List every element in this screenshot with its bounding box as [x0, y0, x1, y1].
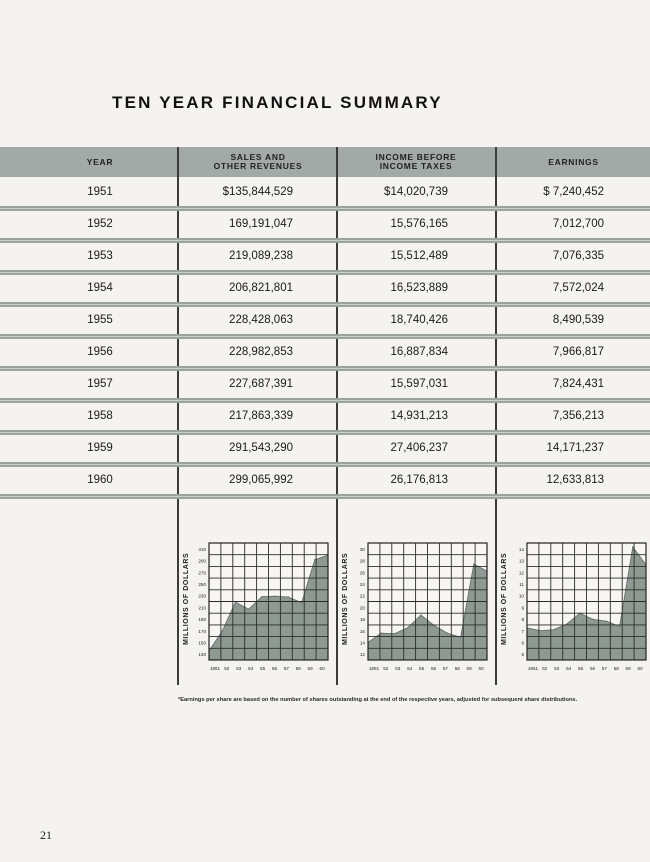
y-tick-label: 310 [198, 546, 206, 552]
cell-year: 1957 [87, 378, 113, 390]
cell-sales: 227,687,391 [229, 378, 293, 390]
y-tick-label: 7 [521, 628, 524, 634]
data-point [301, 602, 302, 603]
x-tick-label: 55 [578, 666, 584, 671]
cell-year: 1956 [87, 346, 113, 358]
y-tick-label: 5 [521, 652, 524, 658]
x-tick-label: 53 [395, 666, 401, 671]
cell-earnings: 7,076,335 [552, 250, 604, 262]
x-tick-label: 59 [307, 666, 313, 671]
table-row [0, 371, 650, 398]
x-tick-label: 60 [637, 666, 643, 671]
chart-income [339, 535, 493, 685]
cell-earnings: 7,572,024 [552, 282, 604, 294]
page-title: TEN YEAR FINANCIAL SUMMARY [112, 93, 443, 112]
table-row [0, 339, 650, 366]
table-row [0, 243, 650, 270]
cell-year: 1958 [87, 410, 113, 422]
data-point [606, 621, 607, 622]
table-row [0, 435, 650, 462]
data-point [447, 633, 448, 634]
y-tick-label: 190 [198, 617, 206, 622]
cell-income: 18,740,426 [390, 314, 448, 326]
x-tick-label: 54 [248, 666, 254, 671]
y-tick-label: 170 [198, 628, 206, 634]
cell-income: 27,406,237 [390, 442, 448, 454]
table-row [0, 467, 650, 494]
x-tick-label: 58 [613, 666, 619, 671]
x-tick-label: 55 [419, 666, 425, 671]
y-tick-label: 270 [198, 570, 206, 576]
cell-income: 15,576,165 [390, 218, 448, 230]
cell-income: 15,512,489 [390, 250, 448, 262]
page-number: 21 [40, 828, 52, 842]
table-row [0, 179, 650, 206]
header-income-line2: INCOME TAXES [379, 161, 453, 171]
y-tick-label: 14 [518, 546, 524, 552]
chart-earnings-plot [498, 535, 648, 685]
y-tick-label: 13 [518, 558, 524, 564]
x-tick-label: 56 [589, 666, 596, 671]
footnote: *Earnings per share are based on the number of shares outstanding at the end of the respective years, adjusted for subsequent share distributions. [178, 697, 578, 703]
data-point [407, 627, 408, 628]
y-tick-label: 24 [359, 581, 365, 587]
x-tick-label: 57 [601, 666, 607, 671]
y-tick-label: 11 [519, 581, 524, 587]
x-tick-label: 55 [260, 666, 266, 671]
cell-earnings: 7,012,700 [552, 218, 604, 230]
row-separator [0, 494, 650, 499]
y-tick-label: 14 [359, 640, 365, 646]
data-point [222, 631, 223, 632]
y-tick-label: 28 [359, 558, 365, 564]
x-tick-label: 52 [542, 666, 548, 671]
y-tick-label: 26 [359, 570, 365, 576]
y-tick-label: 12 [518, 570, 524, 576]
x-tick-label: 57 [283, 666, 289, 671]
data-point [473, 564, 474, 565]
chart-sales-plot [180, 535, 334, 685]
cell-earnings: $ 7,240,452 [543, 186, 604, 198]
x-tick-label: 58 [454, 666, 460, 671]
x-tick-label: 54 [566, 666, 572, 671]
x-tick-label: 53 [236, 666, 242, 671]
x-tick-label: 1951 [527, 666, 539, 671]
y-tick-label: 8 [521, 617, 524, 622]
header-earnings [497, 147, 650, 177]
y-tick-label: 6 [521, 640, 524, 646]
cell-earnings: 12,633,813 [546, 474, 604, 486]
header-income [338, 147, 494, 177]
cell-income: 16,523,889 [390, 282, 448, 294]
data-point [261, 596, 262, 597]
y-tick-label: 20 [359, 605, 365, 611]
data-point [420, 614, 421, 615]
cell-sales: 217,863,339 [229, 410, 293, 422]
x-tick-label: 56 [430, 666, 437, 671]
y-tick-label: 22 [359, 593, 365, 599]
cell-sales: 219,089,238 [229, 250, 293, 262]
x-tick-label: 1951 [368, 666, 380, 671]
cell-income: 26,176,813 [390, 474, 448, 486]
cell-year: 1952 [87, 218, 113, 230]
header-sales-line1: SALES AND [230, 152, 286, 162]
cell-sales: $135,844,529 [222, 186, 293, 198]
cell-year: 1951 [87, 186, 113, 198]
y-tick-label: 210 [198, 605, 206, 611]
data-point [632, 546, 633, 547]
cell-income: 16,887,834 [390, 346, 448, 358]
data-point [394, 633, 395, 634]
cell-sales: 291,543,290 [229, 442, 293, 454]
x-tick-label: 52 [383, 666, 389, 671]
cell-sales: 299,065,992 [229, 474, 293, 486]
chart-income-ylabel: MILLIONS OF DOLLARS [342, 552, 349, 645]
cell-year: 1960 [87, 474, 113, 486]
table-row [0, 211, 650, 238]
header-income-line1: INCOME BEFORE [375, 152, 457, 162]
chart-sales-ylabel: MILLIONS OF DOLLARS [183, 552, 190, 645]
cell-earnings: 7,356,213 [552, 410, 604, 422]
header-year-label: YEAR [86, 156, 114, 167]
x-tick-label: 58 [295, 666, 301, 671]
header-earnings-label: EARNINGS [548, 156, 599, 167]
data-point [593, 619, 594, 620]
x-tick-label: 60 [478, 666, 484, 671]
data-point [248, 609, 249, 610]
x-tick-label: 52 [224, 666, 230, 671]
x-tick-label: 59 [625, 666, 631, 671]
cell-earnings: 7,966,817 [552, 346, 604, 358]
cell-sales: 169,191,047 [229, 218, 293, 230]
chart-earnings [498, 535, 648, 685]
data-point [275, 596, 276, 597]
data-point [288, 596, 289, 597]
cell-income: $14,020,739 [384, 186, 448, 198]
data-point [540, 630, 541, 631]
chart-earnings-ylabel: MILLIONS OF DOLLARS [501, 552, 508, 645]
data-point [619, 626, 620, 627]
y-tick-label: 230 [198, 593, 206, 599]
cell-year: 1953 [87, 250, 113, 262]
y-tick-label: 150 [198, 640, 206, 646]
table-row [0, 275, 650, 302]
y-tick-label: 130 [198, 652, 206, 658]
y-tick-label: 9 [521, 605, 524, 611]
data-point [553, 629, 554, 630]
cell-income: 14,931,213 [390, 410, 448, 422]
cell-earnings: 14,171,237 [546, 442, 604, 454]
header-sales [180, 147, 336, 177]
x-tick-label: 60 [319, 666, 325, 671]
y-tick-label: 12 [359, 652, 365, 658]
cell-year: 1954 [87, 282, 113, 294]
x-tick-label: 57 [442, 666, 448, 671]
x-tick-label: 1951 [209, 666, 221, 671]
chart-sales [180, 535, 334, 685]
x-tick-label: 53 [554, 666, 560, 671]
y-tick-label: 18 [359, 617, 365, 622]
header-year [60, 147, 140, 177]
data-point [381, 633, 382, 634]
header-sales-line2: OTHER REVENUES [213, 161, 303, 171]
cell-year: 1959 [87, 442, 113, 454]
cell-sales: 228,982,853 [229, 346, 293, 358]
table-row [0, 307, 650, 334]
y-tick-label: 16 [359, 628, 365, 634]
data-point [314, 559, 315, 560]
x-tick-label: 54 [407, 666, 413, 671]
cell-earnings: 7,824,431 [552, 378, 604, 390]
y-tick-label: 290 [198, 558, 206, 564]
cell-sales: 206,821,801 [229, 282, 293, 294]
cell-year: 1955 [87, 314, 113, 326]
x-tick-label: 59 [466, 666, 472, 671]
x-tick-label: 56 [271, 666, 278, 671]
y-tick-label: 30 [359, 546, 365, 552]
chart-income-plot [339, 535, 493, 685]
cell-earnings: 8,490,539 [552, 314, 604, 326]
cell-sales: 228,428,063 [229, 314, 293, 326]
y-tick-label: 10 [518, 593, 524, 599]
y-tick-label: 250 [198, 581, 206, 587]
table-row [0, 403, 650, 430]
cell-income: 15,597,031 [390, 378, 448, 390]
